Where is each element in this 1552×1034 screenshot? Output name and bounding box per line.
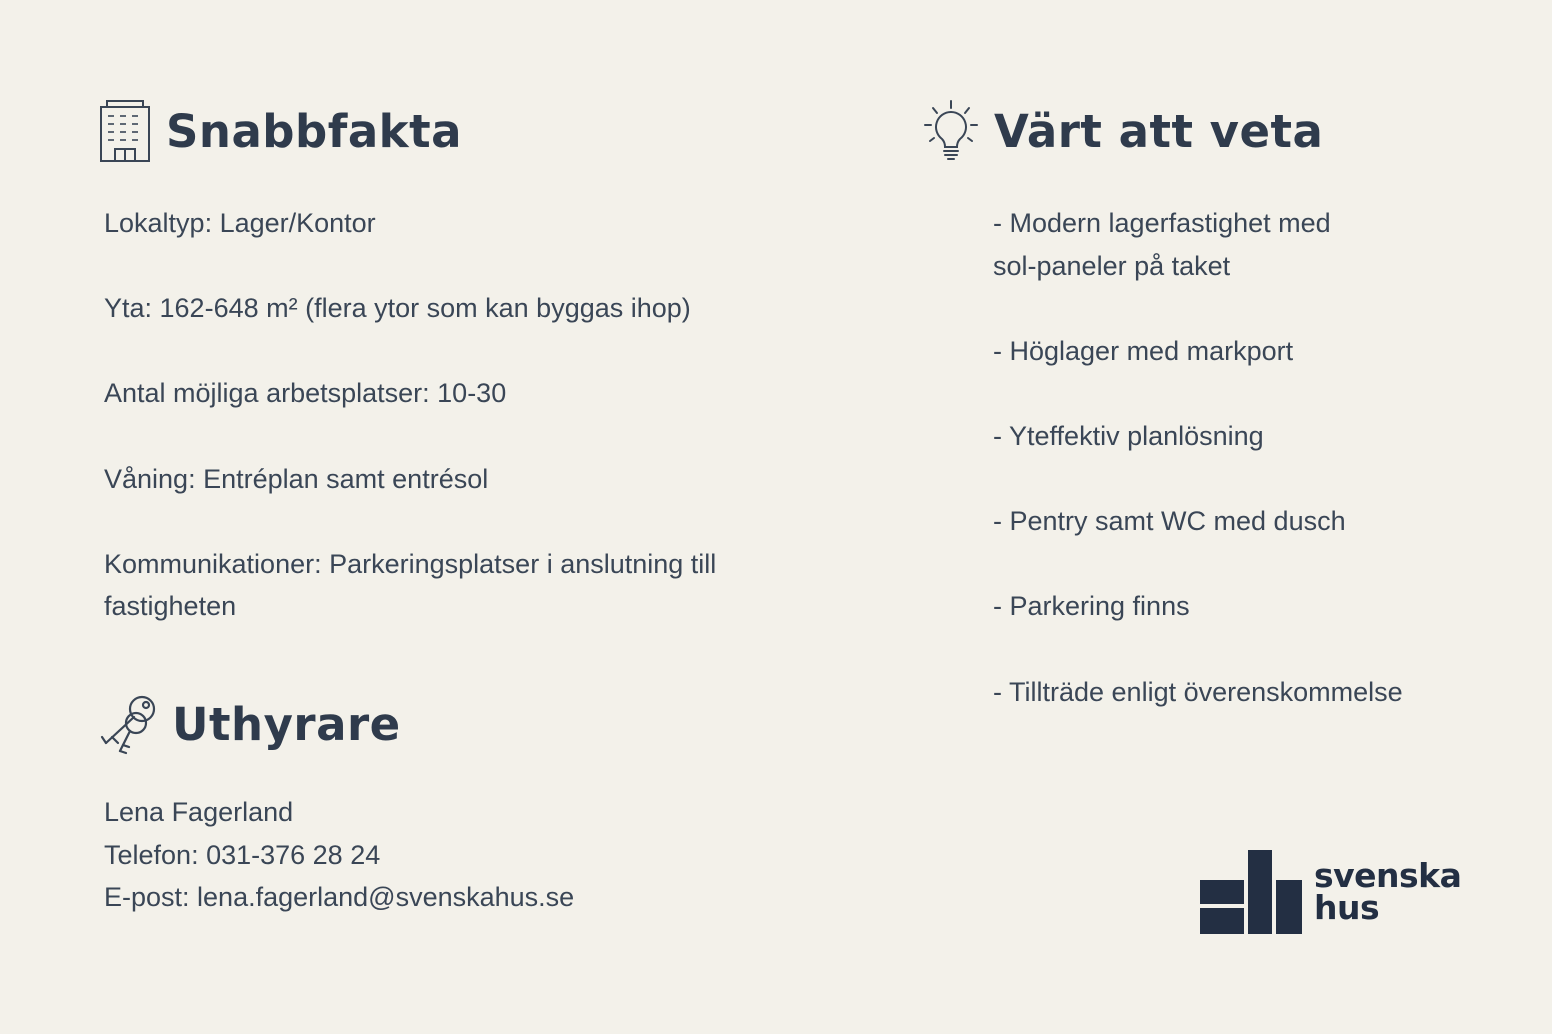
vart-att-veta-item: [993, 415, 1502, 458]
snabbfakta-list: [104, 202, 818, 628]
snabbfakta-item: [104, 287, 818, 330]
vart-att-veta-item-text: - Höglager med markport: [993, 335, 1294, 366]
uthyrare-section: [98, 689, 818, 919]
snabbfakta-item: [104, 372, 818, 415]
keys-icon: [98, 693, 158, 755]
vart-att-veta-list: [993, 202, 1502, 713]
snabbfakta-section: [98, 96, 818, 671]
snabbfakta-item: [104, 458, 818, 501]
snabbfakta-title: Snabbfakta: [166, 104, 462, 158]
vart-att-veta-item: [993, 585, 1502, 628]
uthyrare-heading: [98, 689, 818, 759]
uthyrare-contact: [104, 791, 818, 919]
vart-att-veta-heading: [922, 96, 1502, 166]
vart-att-veta-item-text: - Modern lagerfastighet med: [993, 208, 1331, 238]
logo-wordmark: [1314, 856, 1462, 927]
vart-att-veta-item: [993, 500, 1502, 543]
vart-att-veta-title: Värt att veta: [994, 104, 1324, 158]
vart-att-veta-item: [993, 202, 1502, 287]
snabbfakta-item-text: Våning: Entréplan samt entrésol: [104, 463, 489, 494]
building-icon: [98, 99, 152, 163]
snabbfakta-item-text: Antal möjliga arbetsplatser: 10-30: [104, 378, 507, 409]
snabbfakta-item-text: Lokaltyp: Lager/Kontor: [104, 208, 376, 238]
snabbfakta-item-text: Kommunikationer: Parkeringsplatser i anslutning till: [104, 548, 717, 579]
svenska-hus-logo-mark: [1200, 850, 1302, 934]
contact-name: Lena Fagerland: [104, 797, 294, 827]
vart-att-veta-item: [993, 671, 1502, 714]
snabbfakta-item: [104, 543, 818, 628]
vart-att-veta-item-text: - Parkering finns: [993, 591, 1190, 622]
contact-email: E-post: lena.fagerland@svenskahus.se: [104, 882, 575, 913]
snabbfakta-item: [104, 202, 818, 245]
vart-att-veta-item-text: sol-paneler på taket: [993, 250, 1231, 281]
uthyrare-title: Uthyrare: [172, 697, 401, 751]
logo-word-line1: svenska: [1314, 856, 1462, 895]
vart-att-veta-item-text: - Yteffektiv planlösning: [993, 420, 1264, 451]
vart-att-veta-item-text: - Tillträde enligt överenskommelse: [993, 676, 1403, 707]
snabbfakta-item-text: Yta: 162-648 m² (flera ytor som kan byggas ihop): [104, 293, 691, 324]
snabbfakta-heading: [98, 96, 818, 166]
svenska-hus-logo: [1200, 850, 1461, 934]
vart-att-veta-section: [922, 96, 1502, 756]
vart-att-veta-item: [993, 330, 1502, 373]
vart-att-veta-item-text: - Pentry samt WC med dusch: [993, 506, 1346, 537]
lightbulb-icon: [922, 99, 980, 163]
contact-phone: Telefon: 031-376 28 24: [104, 839, 381, 870]
logo-word-line2: hus: [1314, 888, 1380, 927]
snabbfakta-item-text: fastigheten: [104, 591, 237, 622]
